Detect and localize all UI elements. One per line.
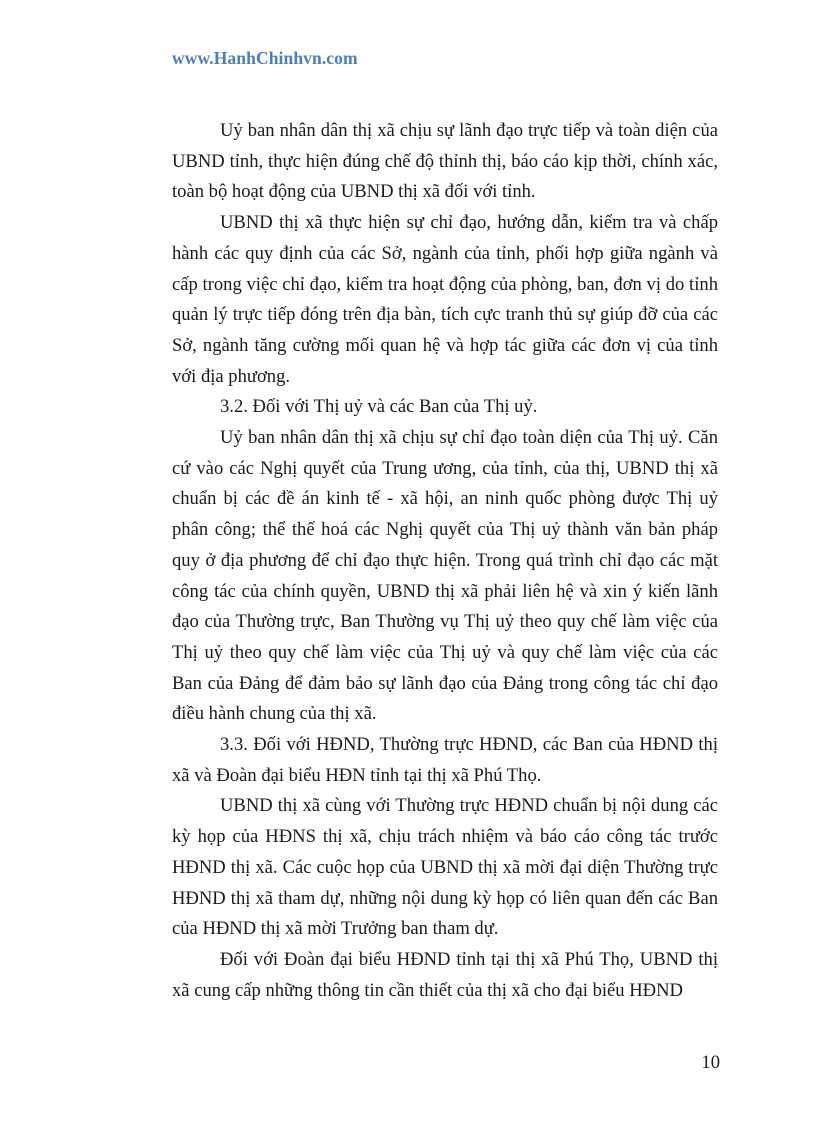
paragraph-party-committee: Uỷ ban nhân dân thị xã chịu sự chỉ đạo toàn diện của Thị uỷ. Căn cứ vào các Nghị quyết của Trung ương, của tỉnh, của thị, UBND thị xã chuẩn bị các đề án kinh tế - xã hội, an ninh quốc phòng được Thị uỷ phân công; thể thế hoá các Nghị quyết của Thị uỷ thành văn bản pháp quy ở địa phương để chỉ đạo thực hiện. Trong quá trình chỉ đạo các mặt công tác của chính quyền, UBND thị xã phải liên hệ và xin ý kiến lãnh đạo của Thường trực, Ban Thường vụ Thị uỷ theo quy chế làm việc của Thị uỷ theo quy chế làm việc của Thị uỷ và quy chế làm việc của các Ban của Đảng để đảm bảo sự lãnh đạo của Đảng trong công tác chỉ đạo điều hành chung của thị xã. <box>172 427 718 725</box>
paragraph-departments-relation: UBND thị xã thực hiện sự chỉ đạo, hướng dẫn, kiểm tra và chấp hành các quy định của các Sở, ngành của tỉnh, phối hợp giữa ngành và cấp trong việc chỉ đạo, kiểm tra hoạt động của phòng, ban, đơn vị do tỉnh quản lý trực tiếp đóng trên địa bàn, tích cực tranh thủ sự giúp đỡ của các Sở, ngành tăng cường mối quan hệ và hợp tác giữa các đơn vị của tỉnh với địa phương. <box>172 212 718 387</box>
page-number: 10 <box>701 1052 720 1073</box>
paragraph-council-meetings: UBND thị xã cùng với Thường trực HĐND chuẩn bị nội dung các kỳ họp của HĐNS thị xã, chịu trách nhiệm và báo cáo công tác trước HĐND thị xã. Các cuộc họp của UBND thị xã mời đại diện Thường trực HĐND thị xã tham dự, những nội dung kỳ họp có liên quan đến các Ban của HĐND thị xã mời Trưởng ban tham dự. <box>172 795 718 940</box>
paragraph-delegation: Đối với Đoàn đại biểu HĐND tỉnh tại thị xã Phú Thọ, UBND thị xã cung cấp những thông tin cần thiết của thị xã cho đại biểu HĐND <box>172 948 718 1001</box>
header-site-link[interactable]: www.HanhChinhvn.com <box>172 48 358 68</box>
document-body <box>172 116 718 1006</box>
section-heading-3-3: 3.3. Đối với HĐND, Thường trực HĐND, các Ban của HĐND thị xã và Đoàn đại biểu HĐN tỉnh tại thị xã Phú Thọ. <box>172 734 718 786</box>
paragraph-province-relation: Uỷ ban nhân dân thị xã chịu sự lãnh đạo trực tiếp và toàn diện của UBND tỉnh, thực hiện đúng chế độ thỉnh thị, báo cáo kịp thời, chính xác, toàn bộ hoạt động của UBND thị xã đối với tỉnh. <box>172 120 718 203</box>
section-heading-3-2: 3.2. Đối với Thị uỷ và các Ban của Thị uỷ. <box>220 396 538 418</box>
